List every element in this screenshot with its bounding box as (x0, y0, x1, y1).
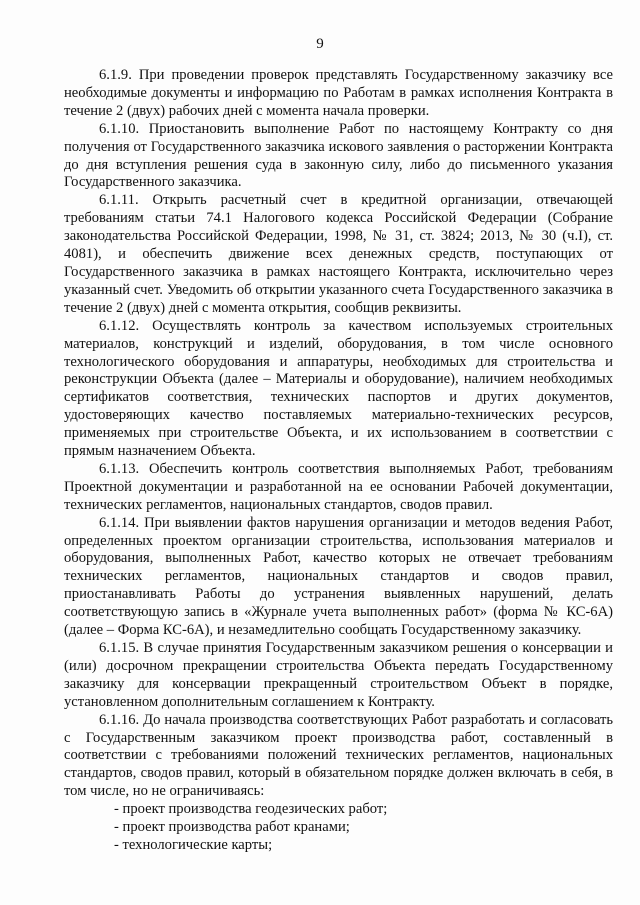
list-item: - технологические карты; (114, 836, 273, 853)
paragraph-6-1-10: 6.1.10. Приостановить выполнение Работ по настоящему Контракту со дня получения от Государственного заказчика искового заявления о расторжении Контракта до дня вступления решения суда в законную силу, либо до письменного указания Государственного заказчика. (64, 120, 613, 191)
paragraph-6-1-14: 6.1.14. При выявлении фактов нарушения организации и методов ведения Работ, определенных проектом организации строительства, использования материалов и оборудования, выполненных Работ, качество которых не отвечает требованиям технических регламентов, национальных стандартов и сводов правил, приостанавливать Работы до устранения выявленных нарушений, делать соответствующую запись в «Журнале учета выполненных работ» (форма № КС-6А) (далее – Форма КС-6А), и незамедлительно сообщать Государственному заказчику. (64, 514, 613, 639)
paragraph-6-1-11: 6.1.11. Открыть расчетный счет в кредитной организации, отвечающей требованиям статьи 74.1 Налогового кодекса Российской Федерации (Собрание законодательства Российской Федерации, 1998, № 31, ст. 3824; 2013, № 30 (ч.I), ст. 4081), и обеспечить движение всех денежных средств, поступающих от Государственного заказчика в рамках настоящего Контракта, исключительно через указанный счет. Уведомить об открытии указанного счета Государственного заказчика в течение 2 (двух) дней с момента открытия, сообщив реквизиты. (64, 192, 613, 316)
paragraph-6-1-16: 6.1.16. До начала производства соответствующих Работ разработать и согласовать с Государственным заказчиком проект производства работ, составленный в соответствии с требованиями положений технических регламентов, национальных стандартов, сводов правил, который в обязательном порядке должен включать в себя, в том числе, но не ограничиваясь: (64, 711, 613, 800)
list-item: - проект производства геодезических работ; (114, 801, 388, 818)
page-number: 9 (316, 36, 324, 52)
paragraph-6-1-13: 6.1.13. Обеспечить контроль соответствия выполняемых Работ, требованиям Проектной документации и разработанной на ее основании Рабочей документации, технических регламентов, национальных стандартов, сводов правил. (64, 460, 613, 513)
list-item: - проект производства работ кранами; (114, 819, 350, 836)
paragraph-6-1-15: 6.1.15. В случае принятия Государственным заказчиком решения о консервации и (или) досрочном прекращении строительства Объекта передать Государственному заказчику для консервации прекращенный строительством Объект в порядке, установленном дополнительным соглашением к Контракту. (64, 640, 613, 710)
required-documents-list (64, 801, 613, 855)
paragraph-6-1-12: 6.1.12. Осуществлять контроль за качеством используемых строительных материалов, конструкций и изделий, оборудования, в том числе основного технологического оборудования и аппаратуры, необходимых для строительства и реконструкции Объекта (далее – Материалы и оборудование), наличием необходимых сертификатов соответствия, технических паспортов и других документов, удостоверяющих качество поставляемых материально-технических ресурсов, применяемых при строительстве Объекта, и их использованием в соответствии с прямым назначением Объекта. (64, 317, 613, 460)
document-body (64, 67, 613, 855)
paragraph-6-1-9: 6.1.9. При проведении проверок представлять Государственному заказчику все необходимые документы и информацию по Работам в рамках исполнения Контракта в течение 2 (двух) рабочих дней с момента начала проверки. (64, 67, 613, 119)
